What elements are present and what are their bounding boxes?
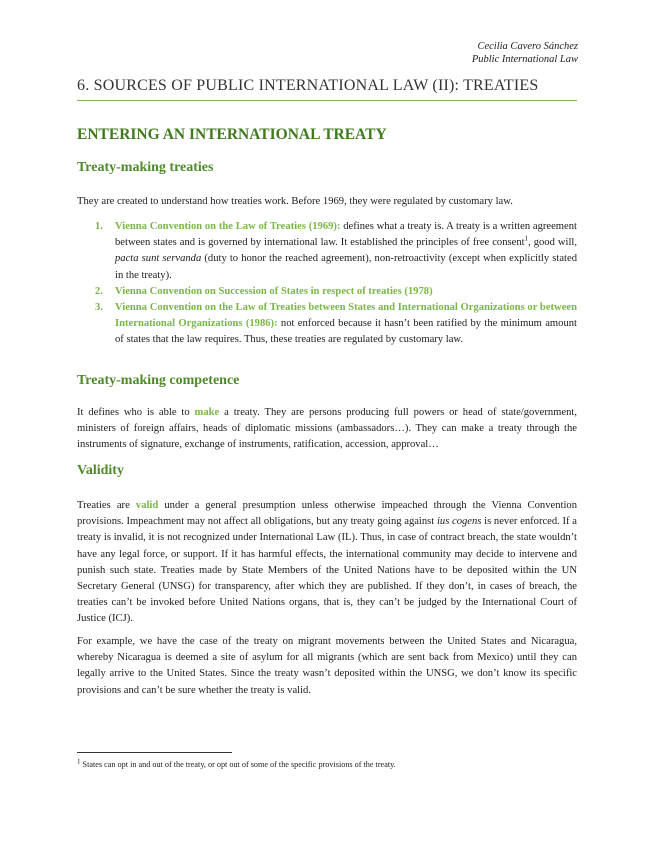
treaty-title: Vienna Convention on the Law of Treaties between States and International Organizations or between International Organizations (1986): [115, 302, 577, 330]
footnote-reference[interactable]: 1 [524, 234, 529, 243]
competence-text: a treaty. They are persons producing full powers or head of state/government, ministers of foreign affairs, heads of diplomatic missions (ambassadors…). They can make a treaty through the instruments of signature, exchange of instruments, ratification, accession, approval… [77, 407, 577, 451]
heading-validity: Validity [77, 463, 124, 478]
validity-paragraph [77, 498, 577, 628]
list-number: 3. [95, 302, 103, 314]
highlight-make: make [194, 407, 220, 418]
treaty-title: Vienna Convention on Succession of States in respect of treaties (1978) [115, 285, 433, 297]
heading-treaty-making-treaties: Treaty-making treaties [77, 160, 214, 175]
treaty-text: not enforced because it hasn’t been ratified by the minimum amount of states that the law requires. Thus, these treaties are regulated by customary law. [115, 318, 577, 346]
treaty-text: defines what a treaty is. A treaty is a written agreement between states and is governed by international law. It established the principles of free consent [115, 221, 577, 249]
footnote-divider [77, 752, 232, 753]
list-item [77, 300, 577, 349]
chapter-divider [77, 100, 577, 101]
validity-text: under a general presumption unless otherwise impeached through the Vienna Convention provisions. Impeachment may not affect all obligations, but any treaty going against [77, 500, 577, 528]
header-author: Cecilia Cavero Sánchez [477, 41, 578, 52]
highlight-valid: valid [135, 500, 159, 511]
competence-paragraph [77, 405, 577, 454]
example-paragraph: For example, we have the case of the treaty on migrant movements between the United States and Nicaragua, whereby Nicaragua is deemed a site of asylum for all migrants (which are sent back from Mexico) until they can legally arrive to the United States. Since the treaty wasn’t deposited within the UNSG, we don’t know its specific provisions and can’t be sure whether the treaty is valid. [77, 636, 577, 696]
list-item [77, 219, 577, 284]
treaty-text: (duty to honor the reached agreement), non-retroactivity (except when explicitly stated in the treaty). [115, 253, 577, 281]
chapter-title: 6. SOURCES OF PUBLIC INTERNATIONAL LAW (II): TREATIES [77, 77, 539, 94]
treaty-list [77, 219, 577, 349]
running-header [472, 40, 578, 66]
latin-term: pacta sunt servanda [115, 253, 202, 265]
competence-text: It defines who is able to [77, 407, 195, 418]
treaty-title: Vienna Convention on the Law of Treaties (1969): [115, 221, 341, 232]
header-subject: Public International Law [471, 54, 578, 65]
treaty-text: , good will, [528, 237, 577, 249]
footnote-mark: 1 [77, 757, 81, 766]
list-item [77, 284, 577, 300]
list-number: 2. [95, 285, 103, 297]
latin-term: ius cogens [436, 516, 482, 528]
heading-treaty-making-competence: Treaty-making competence [77, 373, 240, 388]
list-number: 1. [95, 221, 103, 232]
footnote [77, 759, 577, 770]
section-title: ENTERING AN INTERNATIONAL TREATY [77, 126, 387, 143]
footnote-text: States can opt in and out of the treaty, or opt out of some of the specific provisions of the treaty. [80, 760, 396, 769]
treaty-making-intro: They are created to understand how treaties work. Before 1969, they were regulated by customary law. [77, 196, 513, 207]
validity-text: is never enforced. If a treaty is invalid, it is not recognized under International Law (IL). Thus, in case of contract breach, the state wouldn’t have any legal force, or support. If it has harmful effects, the international community may decide to intervene and punish such state. Treaties made by State Members of the United Nations have to be deposited within the UN Secretary General (UNSG) for transparency, after which they are published. If they don’t, in cases of breach, the treaties can’t be invoked before United Nations organs, that is, they can’t be judged by the International Court of Justice (ICJ). [77, 516, 577, 625]
validity-text: Treaties are [77, 500, 136, 511]
